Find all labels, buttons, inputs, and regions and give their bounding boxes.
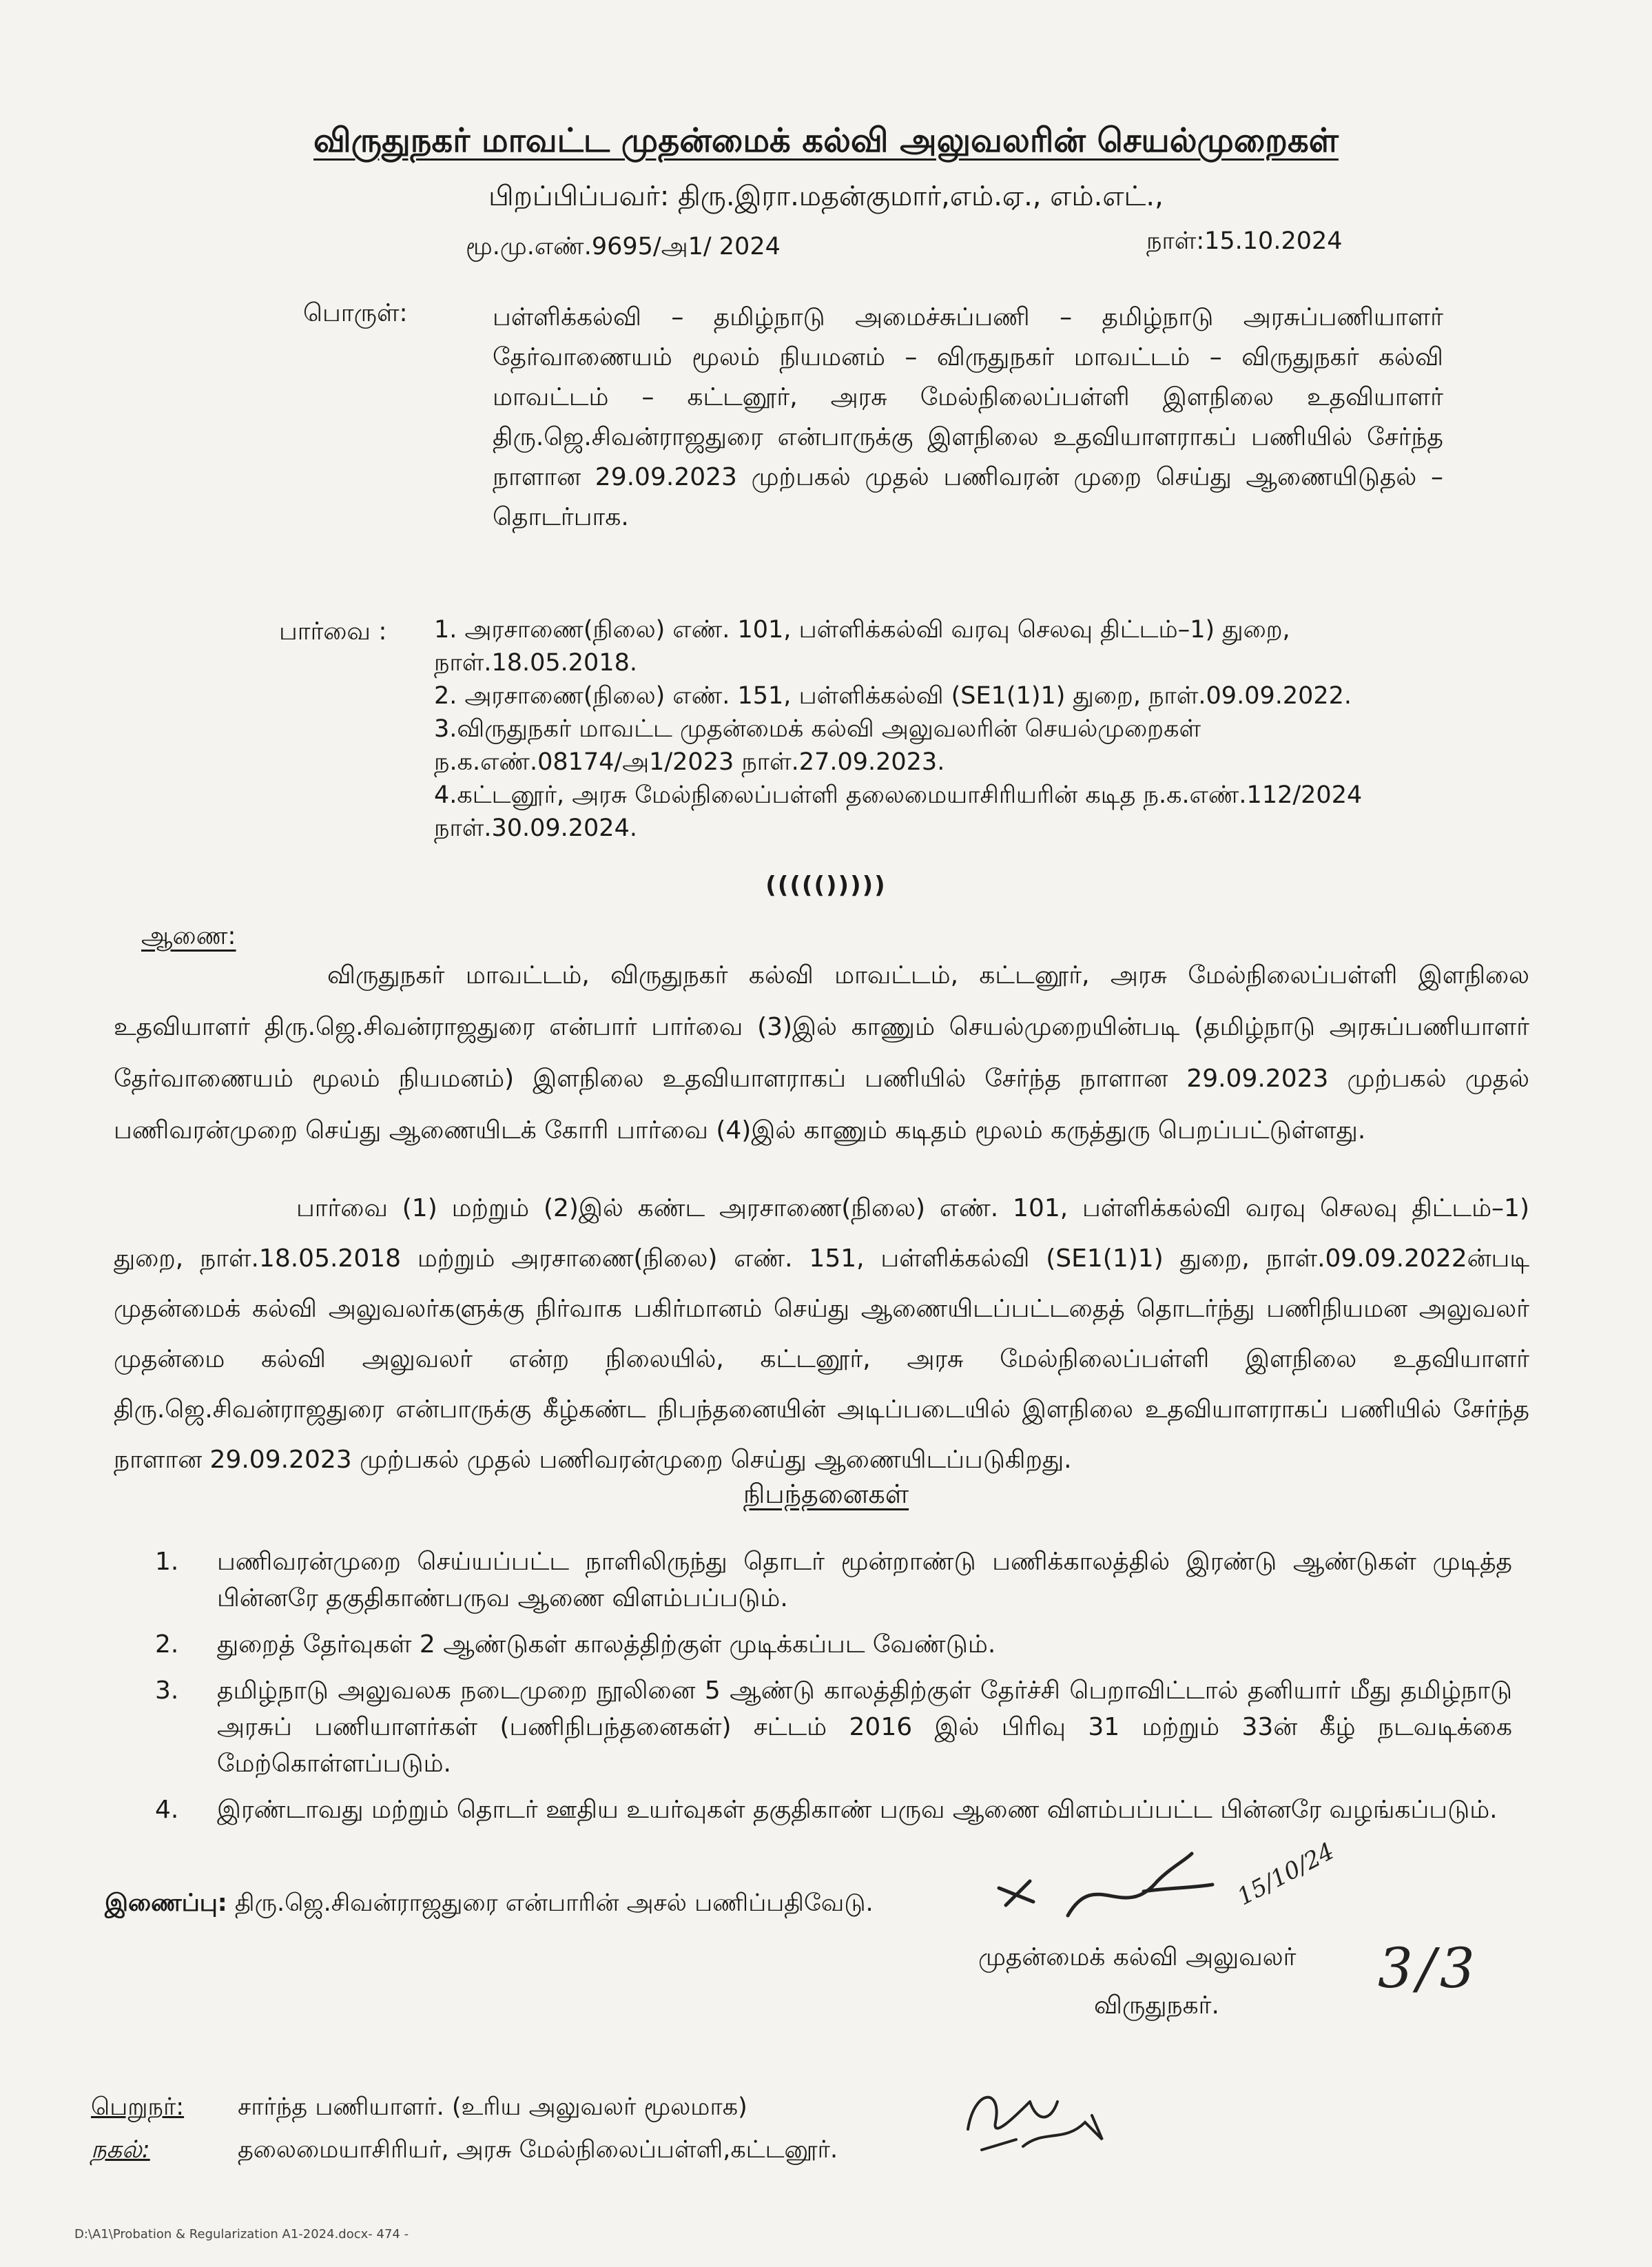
enclosure-line [105,1889,874,1920]
references-list [434,613,1440,845]
condition-text: இரண்டாவது மற்றும் தொடர் ஊதிய உயர்வுகள் தகுதிகாண் பருவ ஆணை விளம்பப்பட்ட பின்னரே வழங்கப்படும். [217,1796,1498,1824]
copy-text: தலைமையாசிரியர், அரசு மேல்நிலைப்பள்ளி,கட்டனூர். [238,2136,838,2164]
signatory-place: விருதுநகர். [1094,1991,1219,2020]
condition-item [155,1543,1512,1617]
order-paragraph-1: விருதுநகர் மாவட்டம், விருதுநகர் கல்வி மாவட்டம், கட்டனூர், அரசு மேல்நிலைப்பள்ளி இளநிலை உதவியாளர் திரு.ஜெ.சிவன்ராஜதுரை என்பார் பார்வை (3)இல் காணும் செயல்முறையின்படி (தமிழ்நாடு அரசுப்பணியாளர் தேர்வாணையம் மூலம் நியமனம்) இளநிலை உதவியாளராகப் பணியில் சேர்ந்த நாளான 29.09.2023 முற்பகல் முதல் பணிவரன்முறை செய்து ஆணையிடக் கோரி பார்வை (4)இல் காணும் கடிதம் மூலம் கருத்துரு பெறப்பட்டுள்ளது. [114,961,1529,1145]
condition-text: பணிவரன்முறை செய்யப்பட்ட நாளிலிருந்து தொடர் மூன்றாண்டு பணிக்காலத்தில் இரண்டு ஆண்டுகள் முடித்த பின்னரே தகுதிகாண்பருவ ஆணை விளம்பப்படும். [217,1548,1512,1612]
copy-label: நகல்: [91,2136,150,2164]
signatory-designation: முதன்மைக் கல்வி அலுவலர் [978,1943,1297,1971]
conditions-heading: நிபந்தனைகள் [743,1479,909,1509]
reference-item: 1. அரசாணை(நிலை) எண். 101, பள்ளிக்கல்வி வரவு செலவு திட்டம்–1) துறை, [434,616,1290,644]
condition-number: 1. [155,1548,179,1576]
margin-note: 3/3 [1378,1936,1479,2000]
recipient-text: சார்ந்த பணியாளர். (உரிய அலுவலர் மூலமாக) [238,2093,747,2121]
reference-item: நாள்.18.05.2018. [434,649,637,677]
order-label: ஆணை: [141,922,236,950]
condition-item [155,1792,1512,1828]
signature-date: 15/10/24 [1232,1837,1339,1911]
reference-number: மூ.மு.எண்.9695/அ1/ 2024 [466,233,781,260]
reference-item: 4.கட்டனூர், அரசு மேல்நிலைப்பள்ளி தலைமையாசிரியரின் கடித ந.க.எண்.112/2024 [434,781,1363,809]
conditions-list [155,1543,1512,1838]
document-title: விருதுநகர் மாவட்ட முதன்மைக் கல்வி அலுவலரின் செயல்முறைகள் [313,121,1339,160]
condition-number: 2. [155,1630,179,1659]
order-paragraph-2: பார்வை (1) மற்றும் (2)இல் கண்ட அரசாணை(நிலை) எண். 101, பள்ளிக்கல்வி வரவு செலவு திட்டம்–1) துறை, நாள்.18.05.2018 மற்றும் அரசாணை(நிலை) எண். 151, பள்ளிக்கல்வி (SE1(1)1) துறை, நாள்.09.09.2022ன்படி முதன்மைக் கல்வி அலுவலர்களுக்கு நிர்வாக பகிர்மானம் செய்து ஆணையிடப்பட்டதைத் தொடர்ந்து பணிநியமன அலுவலர் முதன்மை கல்வி அலுவலர் என்ற நிலையில், கட்டனூர், அரசு மேல்நிலைப்பள்ளி இளநிலை உதவியாளர் திரு.ஜெ.சிவன்ராஜதுரை என்பாருக்கு கீழ்கண்ட நிபந்தனையின் அடிப்படையில் இளநிலை உதவியாளராகப் பணியில் சேர்ந்த நாளான 29.09.2023 முற்பகல் முதல் பணிவரன்முறை செய்து ஆணையிடப்படுகிறது. [114,1194,1529,1474]
condition-item [155,1672,1512,1782]
references-label: பார்வை : [279,617,387,646]
initials-signature [954,2074,1126,2164]
subject-label: பொருள்: [303,299,408,327]
condition-number: 3. [155,1676,179,1705]
condition-text: தமிழ்நாடு அலுவலக நடைமுறை நூலினை 5 ஆண்டு காலத்திற்குள் தேர்ச்சி பெறாவிட்டால் தனியார் மீது தமிழ்நாடு அரசுப் பணியாளர்கள் (பணிநிபந்தனைகள்) சட்டம் 2016 இல் பிரிவு 31 மற்றும் 33ன் கீழ் நடவடிக்கை மேற்கொள்ளப்படும். [217,1676,1512,1778]
recipient-label: பெறுநர்: [91,2093,185,2121]
enclosure-label: இணைப்பு: [105,1889,227,1917]
condition-number: 4. [155,1796,179,1824]
reference-item: ந.க.எண்.08174/அ1/2023 நாள்.27.09.2023. [434,748,945,776]
reference-item: 2. அரசாணை(நிலை) எண். 151, பள்ளிக்கல்வி (SE1(1)1) துறை, நாள்.09.09.2022. [434,682,1352,710]
publisher-line: பிறப்பிப்பவர்: திரு.இரா.மதன்குமார்,எம்.ஏ., எம்.எட்., [488,181,1164,212]
reference-item: நாள்.30.09.2024. [434,814,637,842]
document-date: நாள்:15.10.2024 [1146,227,1343,255]
section-separator: ((((())))) [765,872,887,899]
file-path-footer: D:\A1\Probation & Regularization A1-2024.docx- 474 - [74,2227,409,2242]
subject-text: பள்ளிக்கல்வி – தமிழ்நாடு அமைச்சுப்பணி – தமிழ்நாடு அரசுப்பணியாளர் தேர்வாணையம் மூலம் நியமனம் – விருதுநகர் மாவட்டம் – விருதுநகர் கல்வி மாவட்டம் – கட்டனூர், அரசு மேல்நிலைப்பள்ளி இளநிலை உதவியாளர் திரு.ஜெ.சிவன்ராஜதுரை என்பாருக்கு இளநிலை உதவியாளராகப் பணியில் சேர்ந்த நாளான 29.09.2023 முற்பகல் முதல் பணிவரன் முறை செய்து ஆணையிடுதல் – தொடர்பாக. [493,303,1443,531]
enclosure-text: திரு.ஜெ.சிவன்ராஜதுரை என்பாரின் அசல் பணிப்பதிவேடு. [227,1889,874,1917]
reference-item: 3.விருதுநகர் மாவட்ட முதன்மைக் கல்வி அலுவலரின் செயல்முறைகள் [434,715,1201,743]
condition-text: துறைத் தேர்வுகள் 2 ஆண்டுகள் காலத்திற்குள் முடிக்கப்பட வேண்டும். [217,1630,996,1659]
condition-item [155,1626,1512,1663]
